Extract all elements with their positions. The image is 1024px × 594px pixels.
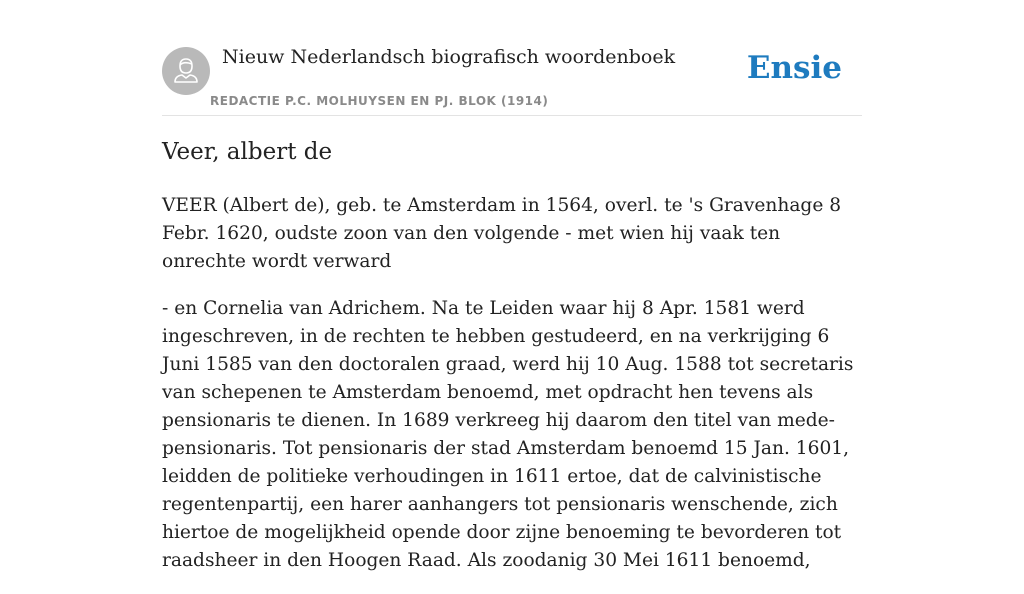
brand-logo-link[interactable]: Ensie [746,50,842,86]
book-title[interactable]: Nieuw Nederlandsch biografisch woordenboek [222,46,676,68]
book-subtitle: REDACTIE P.C. MOLHUYSEN EN PJ. BLOK (1914) [210,94,549,108]
entry-paragraph: - en Cornelia van Adrichem. Na te Leiden waar hij 8 Apr. 1581 werd ingeschreven, in de rechten te hebben gestudeerd, en na verkrijging 6 Juni 1585 van den doctoralen graad, werd hij 10 Aug. 1588 tot secretaris van schepenen te Amsterdam benoemd, met opdracht hen tevens als pensionaris te dienen. In 1689 verkreeg hij daarom den titel van mede-pensionaris. Tot pensionaris der stad Amsterdam benoemd 15 Jan. 1601, leidden de politieke verhoudingen in 1611 ertoe, dat de calvinistische regentenpartij, een harer aanhangers tot pensionaris wenschende, zich hiertoe de mogelijkheid opende door zijne benoeming te bevorderen tot raadsheer in den Hoogen Raad. Als zoodanig 30 Mei 1611 benoemd, [162,298,854,571]
user-icon [162,47,210,95]
header [162,40,862,116]
entry-content [162,192,867,594]
entry-title: Veer, albert de [162,139,333,165]
avatar[interactable] [162,47,210,95]
entry-paragraph: VEER (Albert de), geb. te Amsterdam in 1564, overl. te 's Gravenhage 8 Febr. 1620, oudste zoon van den volgende - met wien hij vaak ten onrechte wordt verward [162,195,842,272]
